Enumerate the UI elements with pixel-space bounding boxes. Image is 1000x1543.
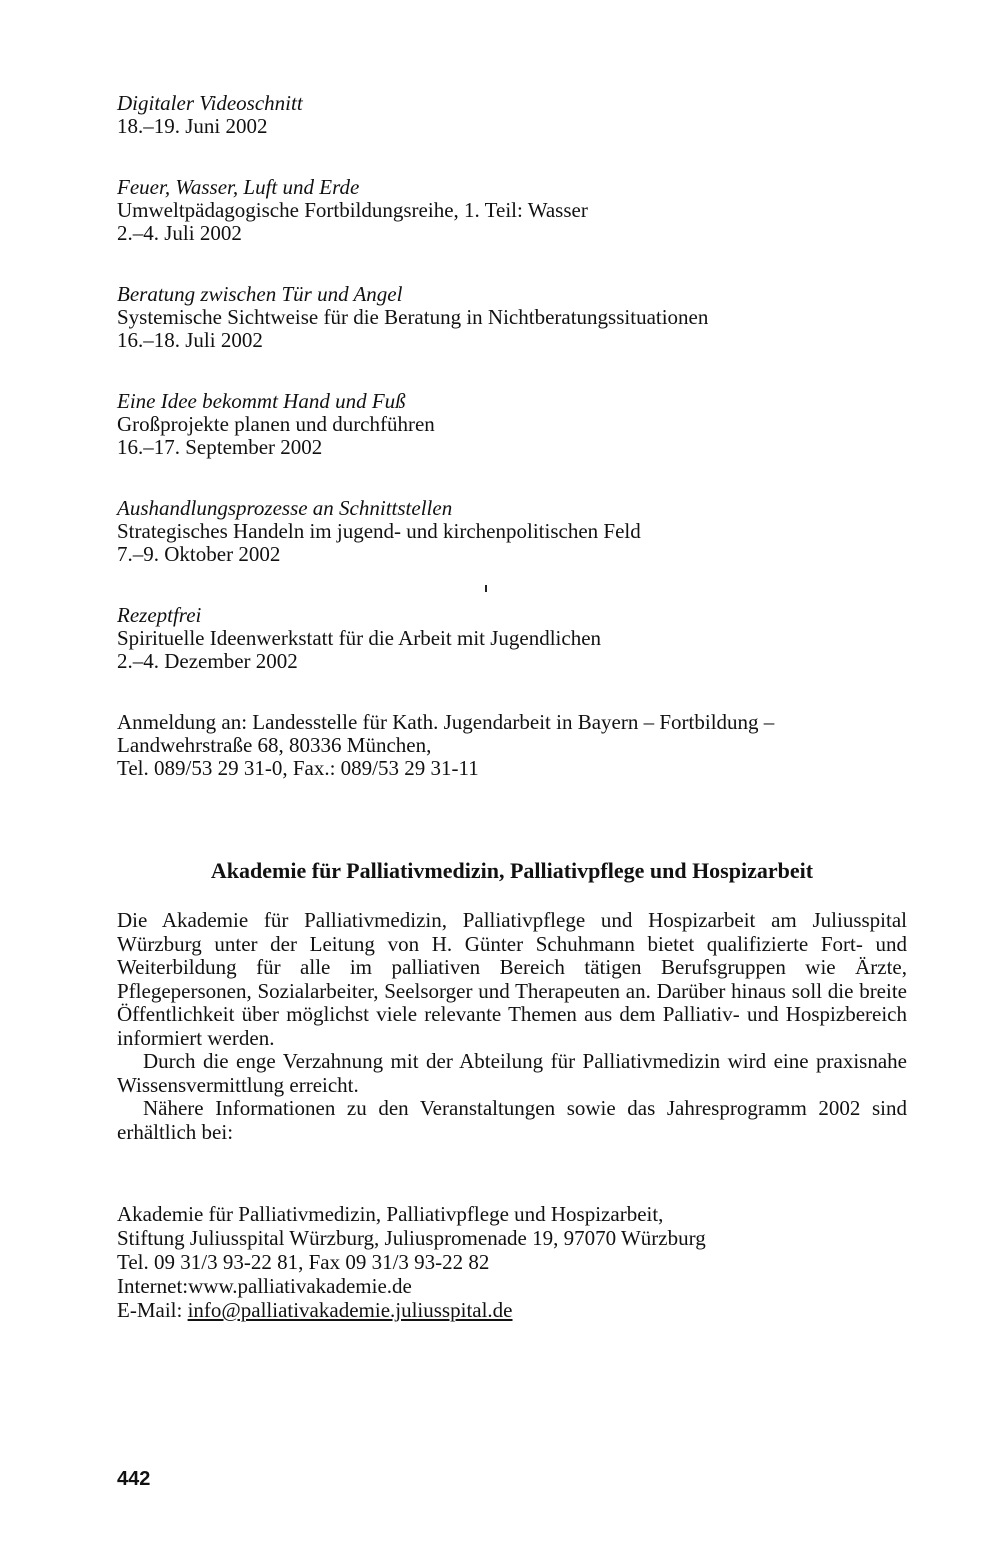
event-title: Aushandlungsprozesse an Schnittstellen bbox=[117, 496, 453, 520]
contact-email-row bbox=[117, 1298, 907, 1322]
scan-artifact-mark bbox=[485, 585, 487, 592]
event-date: 7.–9. Oktober 2002 bbox=[117, 542, 281, 566]
event-subtitle: Umweltpädagogische Fortbildungsreihe, 1. Teil: Wasser bbox=[117, 198, 588, 222]
event-title: Feuer, Wasser, Luft und Erde bbox=[117, 175, 360, 199]
contact-internet: Internet:www.palliativakademie.de bbox=[117, 1274, 412, 1298]
event-item bbox=[117, 390, 907, 459]
contact-name: Akademie für Palliativmedizin, Palliativpflege und Hospizarbeit, bbox=[117, 1202, 664, 1226]
event-item bbox=[117, 176, 907, 245]
contact-phone: Tel. 09 31/3 93-22 81, Fax 09 31/3 93-22 82 bbox=[117, 1250, 490, 1274]
event-title: Beratung zwischen Tür und Angel bbox=[117, 282, 403, 306]
event-title: Eine Idee bekommt Hand und Fuß bbox=[117, 389, 406, 413]
event-title: Rezeptfrei bbox=[117, 603, 202, 627]
registration-phone: Tel. 089/53 29 31-0, Fax.: 089/53 29 31-11 bbox=[117, 756, 479, 780]
event-date: 2.–4. Juli 2002 bbox=[117, 221, 242, 245]
event-item bbox=[117, 92, 907, 138]
event-date: 18.–19. Juni 2002 bbox=[117, 114, 268, 138]
event-title: Digitaler Videoschnitt bbox=[117, 91, 303, 115]
event-date: 2.–4. Dezember 2002 bbox=[117, 649, 298, 673]
contact-email-label: E-Mail: bbox=[117, 1298, 188, 1322]
registration-line: Anmeldung an: Landesstelle für Kath. Jugendarbeit in Bayern – Fortbildung – bbox=[117, 710, 775, 734]
contact-email-link[interactable]: info@palliativakademie.juliusspital.de bbox=[187, 1298, 513, 1322]
page-content bbox=[117, 91, 907, 1322]
event-subtitle: Großprojekte planen und durchführen bbox=[117, 412, 435, 436]
event-subtitle: Spirituelle Ideenwerkstatt für die Arbeit mit Jugendlichen bbox=[117, 626, 602, 650]
body-paragraph: Die Akademie für Palliativmedizin, Palliativpflege und Hospizarbeit am Juliusspital Würzburg unter der Leitung von H. Günter Schuhmann bietet qualifizierte Fort- und Weiterbildung für alle im palliativen Bereich tätigen Berufsgruppen wie Ärzte, Pflegepersonen, Sozialarbeiter, Seelsorger und Therapeuten an. Darüber hinaus soll die breite Öffentlichkeit über möglichst viele relevante Themen aus dem Palliativ- und Hospizbereich informiert werden. bbox=[117, 908, 907, 1050]
event-date: 16.–18. Juli 2002 bbox=[117, 328, 263, 352]
event-subtitle: Strategisches Handeln im jugend- und kirchenpolitischen Feld bbox=[117, 519, 641, 543]
event-item bbox=[117, 604, 907, 673]
page-number: 442 bbox=[117, 1468, 151, 1490]
event-item bbox=[117, 497, 907, 566]
body-paragraph: Nähere Informationen zu den Veranstaltungen sowie das Jahresprogramm 2002 sind erhältlich bei: bbox=[117, 1096, 907, 1144]
event-date: 16.–17. September 2002 bbox=[117, 435, 323, 459]
section-heading: Akademie für Palliativmedizin, Palliativpflege und Hospizarbeit bbox=[210, 858, 814, 883]
registration-address: Landwehrstraße 68, 80336 München, bbox=[117, 733, 432, 757]
body-paragraph: Durch die enge Verzahnung mit der Abteilung für Palliativmedizin wird eine praxisnahe Wissensvermittlung erreicht. bbox=[117, 1049, 907, 1097]
event-subtitle: Systemische Sichtweise für die Beratung in Nichtberatungssituationen bbox=[117, 305, 709, 329]
section-body bbox=[117, 909, 907, 1144]
event-list bbox=[117, 92, 907, 673]
contact-block bbox=[117, 1202, 907, 1322]
contact-address: Stiftung Juliusspital Würzburg, Juliuspromenade 19, 97070 Würzburg bbox=[117, 1226, 706, 1250]
registration-info bbox=[117, 711, 907, 780]
event-item bbox=[117, 283, 907, 352]
